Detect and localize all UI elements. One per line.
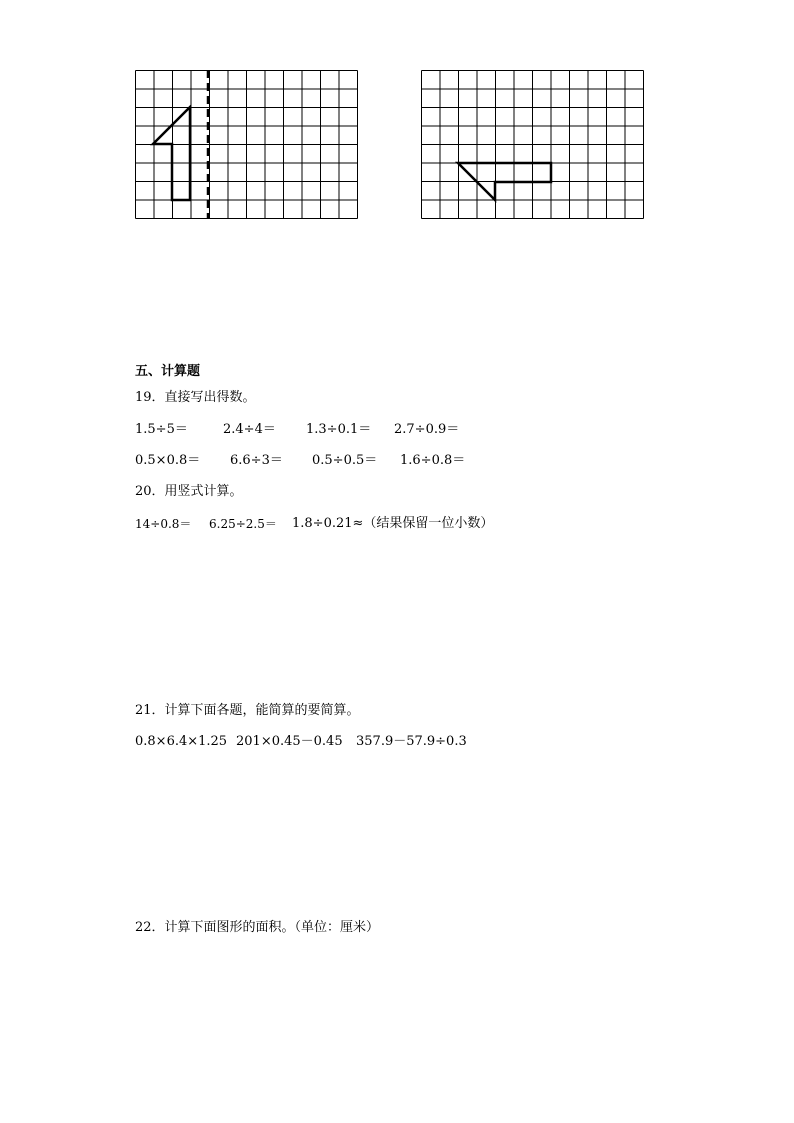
q19-expr-5: 0.5×0.8＝ bbox=[135, 453, 201, 468]
q19-expr-6: 6.6÷3＝ bbox=[230, 453, 283, 468]
q19-expr-3: 1.3÷0.1＝ bbox=[306, 422, 372, 437]
q19-expr-7: 0.5÷0.5＝ bbox=[312, 453, 378, 468]
grid-left bbox=[135, 70, 359, 220]
q19-expr-1: 1.5÷5＝ bbox=[135, 422, 188, 437]
left-figure-shape bbox=[153, 107, 190, 200]
q21-expr-1: 0.8×6.4×1.25 bbox=[135, 734, 228, 749]
q20-expr-1: 14÷0.8＝ bbox=[135, 517, 192, 531]
grid-right-lines bbox=[422, 71, 644, 219]
q22-title: 22．计算下面图形的面积。（单位：厘米） bbox=[135, 920, 380, 935]
q20-title: 20．用竖式计算。 bbox=[135, 484, 243, 499]
q19-expr-4: 2.7÷0.9＝ bbox=[394, 422, 460, 437]
q21-title: 21．计算下面各题，能简算的要简算。 bbox=[135, 703, 360, 718]
grid-right bbox=[421, 70, 645, 220]
q20-expr-3: 1.8÷0.21≈（结果保留一位小数） bbox=[292, 516, 494, 531]
q19-title: 19．直接写出得数。 bbox=[135, 390, 256, 405]
q20-expr-2: 6.25÷2.5＝ bbox=[209, 517, 277, 531]
q21-expr-2: 201×0.45－0.45 bbox=[236, 734, 343, 749]
q19-expr-8: 1.6÷0.8＝ bbox=[400, 453, 466, 468]
section-heading: 五、计算题 bbox=[135, 364, 201, 379]
q21-expr-3: 357.9－57.9÷0.3 bbox=[356, 734, 467, 749]
q19-expr-2: 2.4÷4＝ bbox=[223, 422, 276, 437]
